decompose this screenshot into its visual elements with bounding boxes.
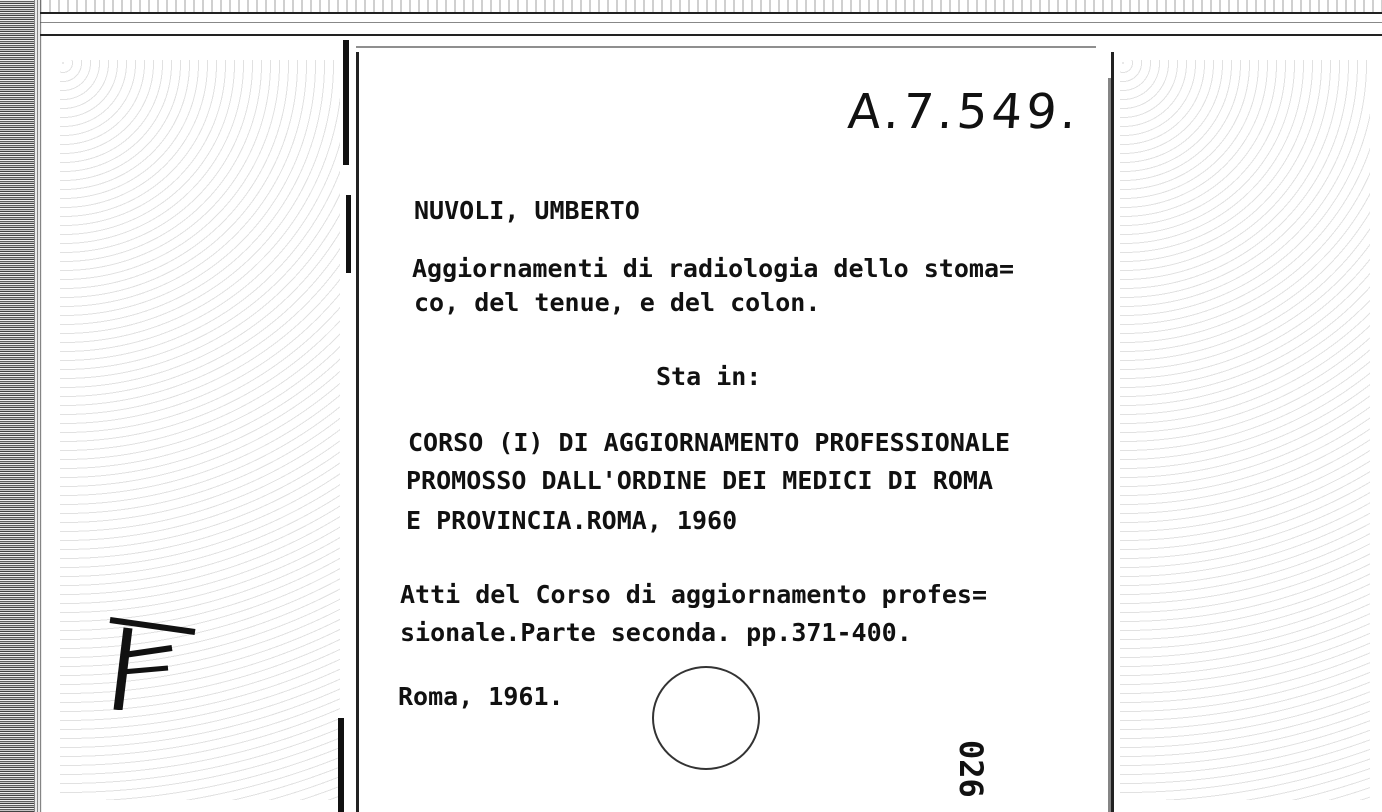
drawer-rail-bottom xyxy=(40,34,1382,36)
side-number: 026 xyxy=(952,740,990,798)
scan-edge-left xyxy=(0,0,34,812)
card-bracket-bottom xyxy=(338,718,344,812)
imprint: Roma, 1961. xyxy=(398,682,564,711)
title-line-1: Aggiornamenti di radiologia dello stoma= xyxy=(412,254,1015,283)
author-name: NUVOLI, UMBERTO xyxy=(414,196,640,225)
title-line-2: co, del tenue, e del colon. xyxy=(414,288,821,317)
catalog-card-top-edge xyxy=(356,46,1096,48)
card-bracket-top xyxy=(343,40,349,165)
source-line-2: PROMOSSO DALL'ORDINE DEI MEDICI DI ROMA xyxy=(406,466,993,495)
scan-edge-left-inner xyxy=(34,0,42,812)
card-bracket-mid xyxy=(346,195,351,273)
acts-line-2: sionale.Parte seconda. pp.371-400. xyxy=(400,618,912,647)
card-punch-hole xyxy=(652,666,760,770)
scan-noise-top xyxy=(40,0,1382,12)
card-right-edge xyxy=(1108,78,1111,812)
sta-in-label: Sta in: xyxy=(656,362,762,391)
acts-line-1: Atti del Corso di aggiornamento profes= xyxy=(400,580,987,609)
drawer-rail-top xyxy=(40,12,1382,14)
source-line-1: CORSO (I) DI AGGIORNAMENTO PROFESSIONALE xyxy=(408,428,1011,457)
reference-number: A.7.549. xyxy=(846,84,1082,140)
scan-speckle-right xyxy=(1120,60,1370,800)
source-line-3: E PROVINCIA.ROMA, 1960 xyxy=(406,506,738,535)
f-mark-icon xyxy=(100,610,200,710)
drawer-rail-mid xyxy=(40,22,1382,23)
